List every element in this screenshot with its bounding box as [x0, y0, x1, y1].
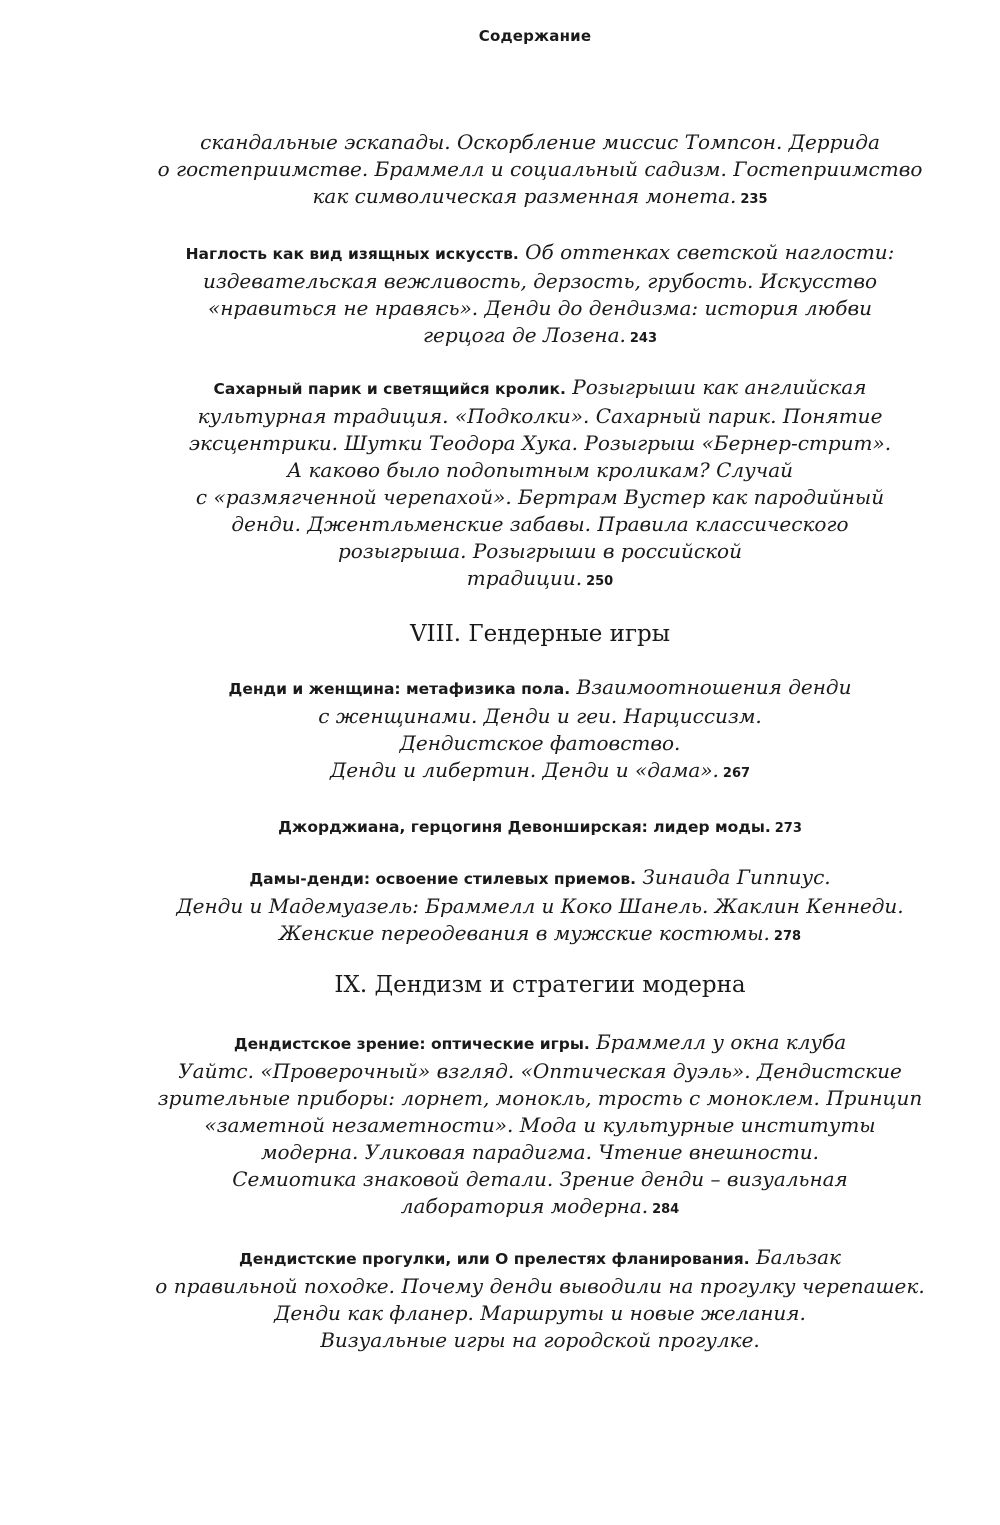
entry-line	[120, 674, 960, 703]
entry-line: Визуальные игры на городской прогулке.	[320, 1328, 760, 1352]
entry-text: Женские переодевания в мужские костюмы.	[278, 921, 770, 945]
entry-text: Браммелл у окна клуба	[596, 1030, 847, 1054]
entry-line	[120, 1029, 960, 1058]
entry-line: денди. Джентльменские забавы. Правила классического	[231, 512, 849, 536]
entry-line: Денди и Мадемуазель: Браммелл и Коко Шанель. Жаклин Кеннеди.	[176, 894, 904, 918]
entry-line	[120, 183, 960, 213]
entry-line: скандальные эскапады. Оскорбление миссис Томпсон. Деррида	[200, 130, 880, 154]
entry-title: Дендистское зрение: оптические игры.	[233, 1035, 590, 1053]
entry-line: «заметной незаметности». Мода и культурные институты	[204, 1113, 876, 1137]
toc-entry-hospitality	[120, 129, 960, 213]
entry-line: о гостеприимстве. Браммелл и социальный садизм. Гостеприимство	[157, 157, 923, 181]
page-number: 267	[722, 766, 751, 781]
entry-title: Дамы-денди: освоение стилевых приемов.	[249, 870, 637, 888]
entry-text: Бальзак	[755, 1245, 842, 1269]
entry-line: Семиотика знаковой детали. Зрение денди – визуальная	[232, 1167, 848, 1191]
entry-line: А каково было подопытным кроликам? Случай	[286, 458, 793, 482]
entry-text: герцога де Лозена.	[422, 323, 626, 347]
entry-line: Денди как фланер. Маршруты и новые желания.	[274, 1301, 806, 1325]
page-number: 250	[586, 574, 614, 589]
entry-line: «нравиться не нравясь». Денди до дендизма: история любви	[208, 296, 872, 320]
entry-text: лаборатория модерна.	[400, 1194, 649, 1218]
entry-title: Дендистские прогулки, или О прелестях фланирования.	[238, 1250, 750, 1268]
entry-line: с «размягченной черепахой». Бертрам Вустер как пародийный	[195, 485, 885, 509]
page-number: 235	[740, 192, 768, 207]
entry-line	[120, 1193, 960, 1223]
entry-text: Розыгрыши как английская	[572, 375, 867, 399]
entry-line: о правильной походке. Почему денди выводили на прогулку черепашек.	[155, 1274, 925, 1298]
page-number: 273	[774, 821, 802, 836]
entry-line	[120, 374, 960, 403]
running-head: Содержание	[478, 27, 592, 45]
entry-line	[120, 757, 960, 787]
page-number: 243	[629, 331, 658, 346]
entry-text: Денди и либертин. Денди и «дама».	[329, 758, 719, 782]
entry-line	[120, 812, 960, 842]
entry-line	[120, 322, 960, 352]
chapter-heading-ix: IX. Дендизм и стратегии модерна	[334, 972, 746, 998]
entry-line	[120, 565, 960, 595]
toc-entry-dandy-vision	[120, 1029, 960, 1223]
entry-title: Джорджиана, герцогиня Девонширская: лидер моды.	[278, 818, 771, 836]
entry-line	[120, 1244, 960, 1273]
entry-text: Об оттенках светской наглости:	[525, 240, 895, 264]
page-number: 278	[773, 929, 802, 944]
toc-entry-insolence	[120, 239, 960, 352]
page-number: 284	[652, 1202, 680, 1217]
entry-text: как символическая разменная монета.	[312, 184, 737, 208]
entry-text: Взаимоотношения денди	[576, 675, 852, 699]
entry-line	[120, 864, 960, 893]
entry-line: эксцентрики. Шутки Теодора Хука. Розыгрыш «Бернер-стрит».	[188, 431, 892, 455]
entry-line: с женщинами. Денди и геи. Нарциссизм.	[318, 704, 762, 728]
toc-entry-pranks	[120, 374, 960, 595]
entry-line: зрительные приборы: лорнет, монокль, трость с моноклем. Принцип	[157, 1086, 923, 1110]
toc-entry-dandy-walks	[120, 1244, 960, 1354]
entry-line: модерна. Уликовая парадигма. Чтение внешности.	[260, 1140, 820, 1164]
toc-entry-georgiana	[120, 812, 960, 842]
entry-line	[120, 920, 960, 950]
entry-line: розыгрыша. Розыгрыши в российской	[338, 539, 742, 563]
entry-line	[120, 239, 960, 268]
entry-line: издевательская вежливость, дерзость, грубость. Искусство	[202, 269, 878, 293]
entry-text: Зинаида Гиппиус.	[642, 865, 831, 889]
chapter-heading-viii: VIII. Гендерные игры	[409, 621, 671, 647]
toc-entry-lady-dandies	[120, 864, 960, 950]
entry-line: Дендистское фатовство.	[399, 731, 681, 755]
entry-line: культурная традиция. «Подколки». Сахарный парик. Понятие	[197, 404, 883, 428]
entry-line: Уайтс. «Проверочный» взгляд. «Оптическая дуэль». Дендистские	[178, 1059, 902, 1083]
entry-title: Наглость как вид изящных искусств.	[185, 245, 519, 263]
entry-title: Сахарный парик и светящийся кролик.	[213, 380, 566, 398]
entry-text: традиции.	[466, 566, 583, 590]
toc-entry-dandy-and-woman	[120, 674, 960, 787]
entry-title: Денди и женщина: метафизика пола.	[228, 680, 571, 698]
